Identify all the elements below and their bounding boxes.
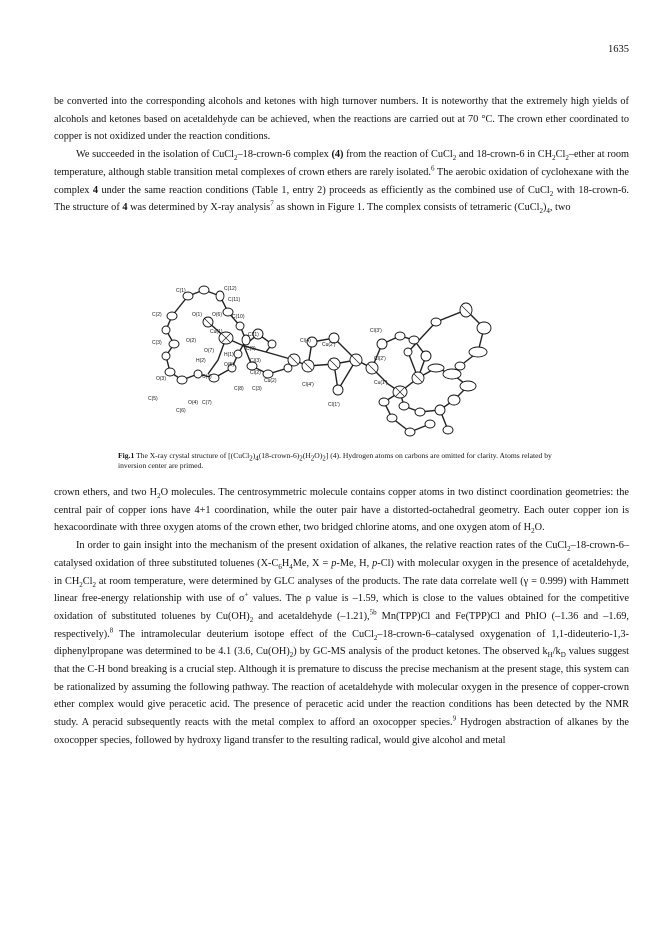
svg-text:O(6): O(6) (212, 312, 222, 318)
svg-text:C(4): C(4) (202, 374, 212, 380)
atom-ellipsoids (162, 286, 491, 436)
paragraph-4: In order to gain insight into the mechanism of the present oxidation of alkanes, the relative reaction rates of the CuCl$_2$–18-crown-6–catalysed oxidation of three substituted toluenes ($X-C_6H_4Me$, X = p-Me, H, p-Cl) with molecular oxygen in the presence of acetaldehyde, in $CH_2Cl_2$ at room temperature, were determined by GLC analyses of the products. The rate data correlate well (γ = 0.999) with Hammett linear free-energy relationship with use of σ+ values. The ρ value is –1.59, which is close to the values obtained for the competitive oxidation of substituted toluenes by $Cu(OH)_2$ and acetaldehyde (–1.21),$^{5b}$ Mn(TPP)Cl and Fe(TPP)Cl and PhIO (–1.36 and –1.69, respectively).$^8$ The intramolecular deuterium isotope effect of the CuCl$_2$–18-crown-6–catalysed oxygenation of 1,1-dideuterio-1,3-diphenylpropane was determined to be 4.1 (3.6, $Cu(OH)_2$) by GC-MS analysis of the product ketones. The observed $k_H/k_D$ values suggest that the C-H bond breaking is a crucial step. Although it is premature to discuss the precise mechanism at the present stage, this system can be rationalized by assuming the following pathway. The reaction of acetaldehyde with molecular oxygen in the presence of copper-crown ether complex would give peracetic acid. The presence of peracetic acid under the reaction conditions has been detected by the NMR study. A peracid subsequently reacts with the metal complex to afford an oxocopper species.$^9$ Hydrogen abstraction of alkanes by the oxocopper species, followed by hydroxy ligand transfer to the resulting radical, would give alcohol and metal (54, 540, 630, 746)
svg-text:H(1): H(1) (224, 352, 234, 358)
svg-text:C(7): C(7) (202, 400, 212, 406)
svg-text:C(12): C(12) (224, 286, 237, 292)
svg-text:Cl(3): Cl(3) (250, 358, 261, 364)
svg-text:C(5): C(5) (148, 396, 158, 402)
paragraph-1: be converted into the corresponding alcohols and ketones with high turnover numbers. It is noteworthy that the extremely high yields of alcohols and ketones based on acetaldehyde can be achieved, when the reactions are carried out at 70 °C. The crown ether coordinated to copper is not oxidized under the reaction conditions. (54, 96, 629, 143)
svg-text:C(2): C(2) (152, 312, 162, 318)
text-block-bottom (54, 484, 629, 750)
figure-caption: Fig.1 The X-ray crystal structure of $[(CuCl_2)_4(18-crown-6)_2(H_2O)_2]$ (4). Hydrogen atoms on carbons are omitted for clarity. Atoms related by inversion center are primed. (118, 451, 552, 470)
svg-text:O(5): O(5) (224, 362, 234, 368)
svg-text:C(6): C(6) (176, 408, 186, 414)
svg-text:Cl(2'): Cl(2') (374, 356, 386, 362)
svg-text:C(1): C(1) (176, 288, 186, 294)
svg-text:C(10): C(10) (232, 314, 245, 320)
svg-text:O(2): O(2) (186, 338, 196, 344)
svg-text:Cl(4): Cl(4) (300, 338, 311, 344)
svg-text:O(3): O(3) (156, 376, 166, 382)
svg-text:Cl(3'): Cl(3') (370, 328, 382, 334)
svg-text:C(8): C(8) (234, 386, 244, 392)
svg-text:Cl(4'): Cl(4') (302, 382, 314, 388)
text-block-top (54, 93, 629, 217)
svg-text:Cu(2): Cu(2) (264, 378, 277, 384)
crystal-structure-figure (148, 282, 532, 442)
svg-text:H(2): H(2) (196, 358, 206, 364)
paragraph-3: crown ethers, and two $H_2O$ molecules. The centrosymmetric molecule contains copper atoms in two distinct coordination geometries: the central pair of copper ions have 4+1 coordination, while the outer pair have a distorted-octahedral geometry. Each outer copper ion is hexacoordinate with three oxygen atoms of the crown ether, two bridged chlorine atoms, and one oxygen atom of $H_2O$. (54, 487, 629, 536)
svg-text:Cl(1'): Cl(1') (328, 402, 340, 408)
svg-text:C(11): C(11) (228, 297, 241, 303)
ortep-diagram (148, 282, 532, 442)
svg-text:Cl(2): Cl(2) (250, 370, 261, 376)
svg-text:Cu(1'): Cu(1') (374, 380, 388, 386)
svg-text:Cl(1): Cl(1) (248, 332, 259, 338)
svg-text:C(3): C(3) (252, 386, 262, 392)
page-number: 1635 (608, 44, 629, 55)
paragraph-2: We succeeded in the isolation of CuCl$_2$–18-crown-6 complex (4) from the reaction of CuCl$_2$ and 18-crown-6 in $CH_2Cl_2$–ether at room temperature, although stable transition metal complexes of crown ethers are rarely isolated.$^6$ The aerobic oxidation of cyclohexane with the complex 4 under the same reaction conditions (Table 1, entry 2) proceeds as efficiently as the combined use of CuCl$_2$ with 18-crown-6. The structure of 4 was determined by X-ray analysis$^7$ as shown in Figure 1. The complex consists of tetrameric $(CuCl_2)_4$, two (54, 149, 629, 216)
svg-text:O(1): O(1) (192, 312, 202, 318)
svg-text:C(9): C(9) (246, 346, 256, 352)
svg-text:O(7): O(7) (204, 348, 214, 354)
svg-text:C(3): C(3) (152, 340, 162, 346)
svg-text:Cu(1): Cu(1) (210, 329, 223, 335)
svg-text:Cu(2'): Cu(2') (322, 342, 336, 348)
svg-text:O(4): O(4) (188, 400, 198, 406)
